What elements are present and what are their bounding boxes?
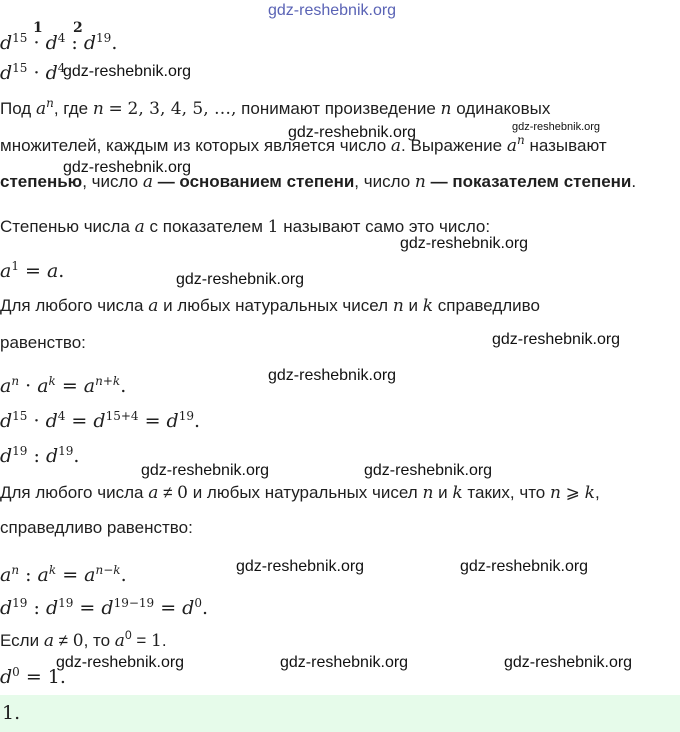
step3-result: $d^0 = 1$. <box>0 665 66 688</box>
watermark: gdz-reshebnik.org <box>176 271 305 288</box>
watermark: gdz-reshebnik.org <box>268 2 397 19</box>
rule3-line1: Для любого числа a ≠ 0 и любых натуральных чисел n и k таких, что n ⩾ k, <box>0 483 600 503</box>
definition-line1: Под $a^n$, где n = 2, 3, 4, 5, …, понимают произведение n одинаковых <box>0 96 551 119</box>
watermark: gdz-reshebnik.org <box>56 654 185 671</box>
step-number-2: 2 <box>73 20 83 36</box>
watermark: gdz-reshebnik.org <box>512 121 601 133</box>
rule2-line1: Для любого числа a и любых натуральных чисел n и k справедливо <box>0 296 540 316</box>
watermark: gdz-reshebnik.org <box>280 654 409 671</box>
watermark: gdz-reshebnik.org <box>236 558 365 575</box>
watermark: gdz-reshebnik.org <box>460 558 589 575</box>
answer-value: 1. <box>2 702 21 724</box>
watermark: gdz-reshebnik.org <box>504 654 633 671</box>
watermark: gdz-reshebnik.org <box>288 124 417 141</box>
watermark: gdz-reshebnik.org <box>268 367 397 384</box>
expression-original: $d^{15} \cdot d^4$ : $d^{19}$. <box>0 31 118 54</box>
rule3-line2: справедливо равенство: <box>0 518 193 537</box>
step1-result: $d^{15} \cdot d^4 = d^{15+4} = d^{19}$. <box>0 409 201 432</box>
watermark: gdz-reshebnik.org <box>63 159 192 176</box>
rule2-line2: равенство: <box>0 333 86 352</box>
rule1-text: Степенью числа a с показателем 1 называют само это число: <box>0 217 491 237</box>
rule3-formula: $a^n$ : $a^k = a^{n-k}$. <box>0 563 127 586</box>
answer-box <box>0 695 680 732</box>
expression-step2: $d^{19}$ : $d^{19}$. <box>0 444 80 467</box>
watermark: gdz-reshebnik.org <box>141 462 270 479</box>
expression-step1: $d^{15} \cdot d^4$ <box>0 61 66 84</box>
definition-line3: степенью, число a — основанием степени, число n — показателем степени. <box>0 172 637 192</box>
rule4-text: Если a ≠ 0, то $a^0 = 1$. <box>0 628 167 651</box>
watermark: gdz-reshebnik.org <box>63 63 192 80</box>
watermark: gdz-reshebnik.org <box>492 331 621 348</box>
definition-line2: множителей, каждым из которых является число a. Выражение $a^n$ называют <box>0 133 607 156</box>
step2-result: $d^{19}$ : $d^{19} = d^{19-19} = d^0$. <box>0 596 209 619</box>
step-number-1: 1 <box>33 20 43 36</box>
watermark: gdz-reshebnik.org <box>364 462 493 479</box>
watermark: gdz-reshebnik.org <box>400 235 529 252</box>
rule2-formula: $a^n \cdot a^k = a^{n+k}$. <box>0 374 127 397</box>
rule1-formula: $a^1 = a$. <box>0 259 65 282</box>
